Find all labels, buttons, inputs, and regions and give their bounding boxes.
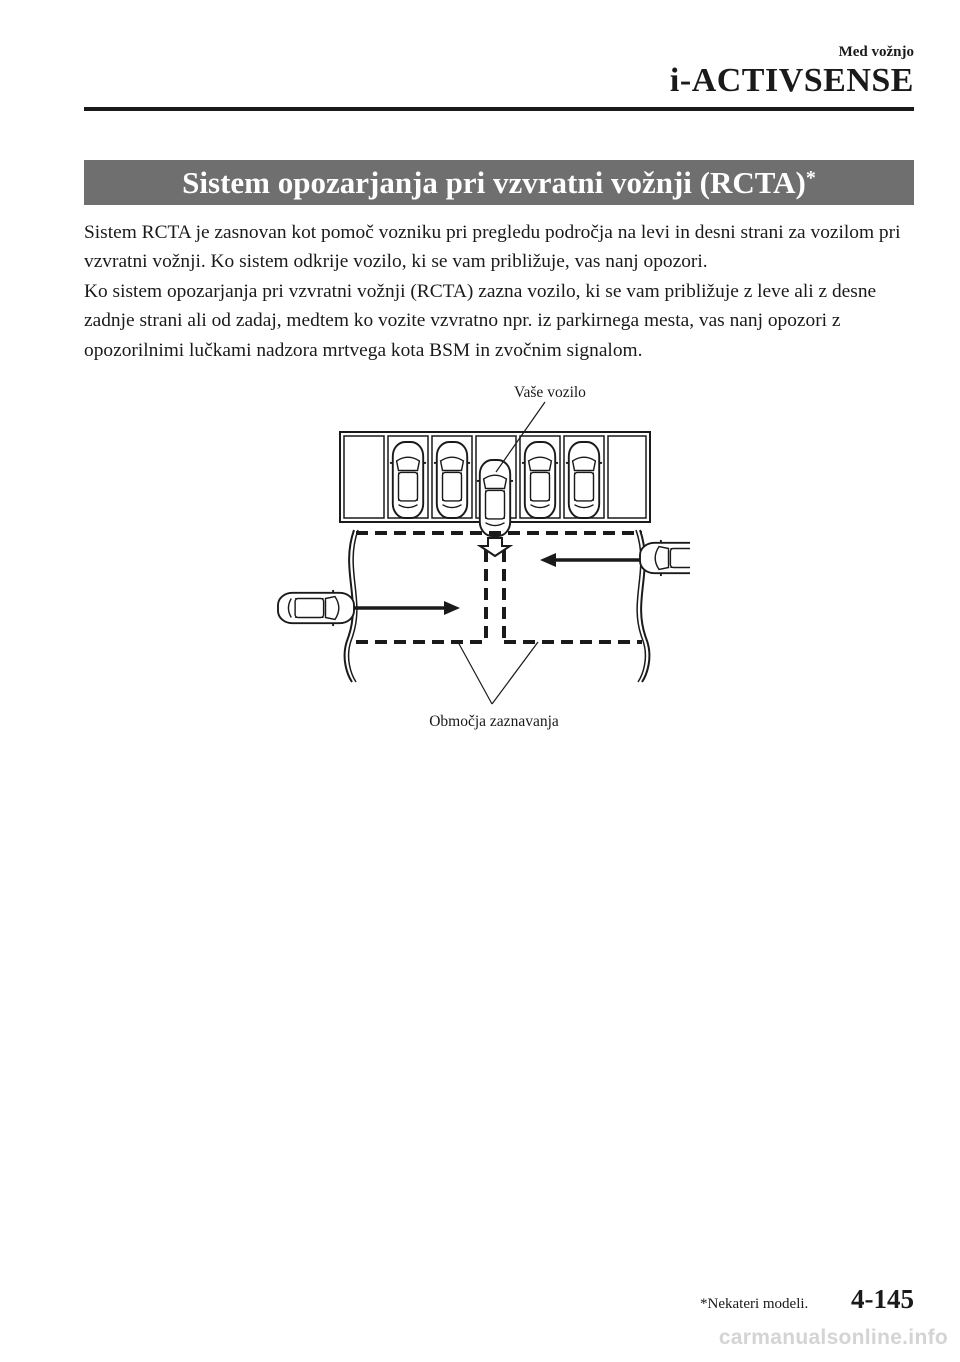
optional-feature-marker: *: [805, 167, 816, 189]
footnote: *Nekateri modeli.: [700, 1296, 809, 1312]
section-title: i-ACTIVSENSE: [669, 62, 914, 99]
watermark: carmanualsonline.info: [718, 1326, 948, 1349]
page-number: 4-145: [851, 1284, 914, 1314]
parked-car: [522, 442, 558, 518]
parking-space: [608, 436, 646, 518]
parked-car: [566, 442, 602, 518]
paragraph-alert: Ko sistem opozarjanja pri vzvratni vožnji (RCTA) zazna vozilo, ki se vam približuje z leve ali z desne zadnje strani ali od zadaj, medtem ko vozite vzvratno npr. iz parkirnega mesta, vas nanj opozori z opozorilnimi lučkami nadzora mrtvega kota BSM in zvočnim signalom.: [84, 280, 877, 361]
chapter-title: Med vožnjo: [838, 44, 914, 60]
topic-title: Sistem opozarjanja pri vzvratni vožnji (RCTA): [182, 164, 806, 200]
label-detection-areas: Območja zaznavanja: [429, 713, 559, 730]
approaching-car-left: [278, 590, 354, 626]
parked-car: [434, 442, 470, 518]
parking-space: [344, 436, 384, 518]
arrow-from-left-icon: [354, 601, 460, 615]
topic-title-bar: [84, 160, 914, 205]
header-rule: [84, 107, 914, 111]
label-your-vehicle: Vaše vozilo: [514, 384, 586, 401]
rcta-diagram: [270, 380, 690, 740]
arrow-from-right-icon: [540, 553, 640, 567]
callout-line-detection: [458, 642, 492, 704]
paragraph-intro: Sistem RCTA je zasnovan kot pomoč vozniku pri pregledu področja na levi in desni strani za vozilom pri vzvratni vožnji. Ko sistem odkrije vozilo, ki se vam približuje, vas nanj opozori.: [84, 222, 901, 273]
your-vehicle: [477, 460, 513, 536]
parked-car: [390, 442, 426, 518]
body-text: [84, 218, 924, 365]
approaching-car-right: [640, 540, 690, 576]
